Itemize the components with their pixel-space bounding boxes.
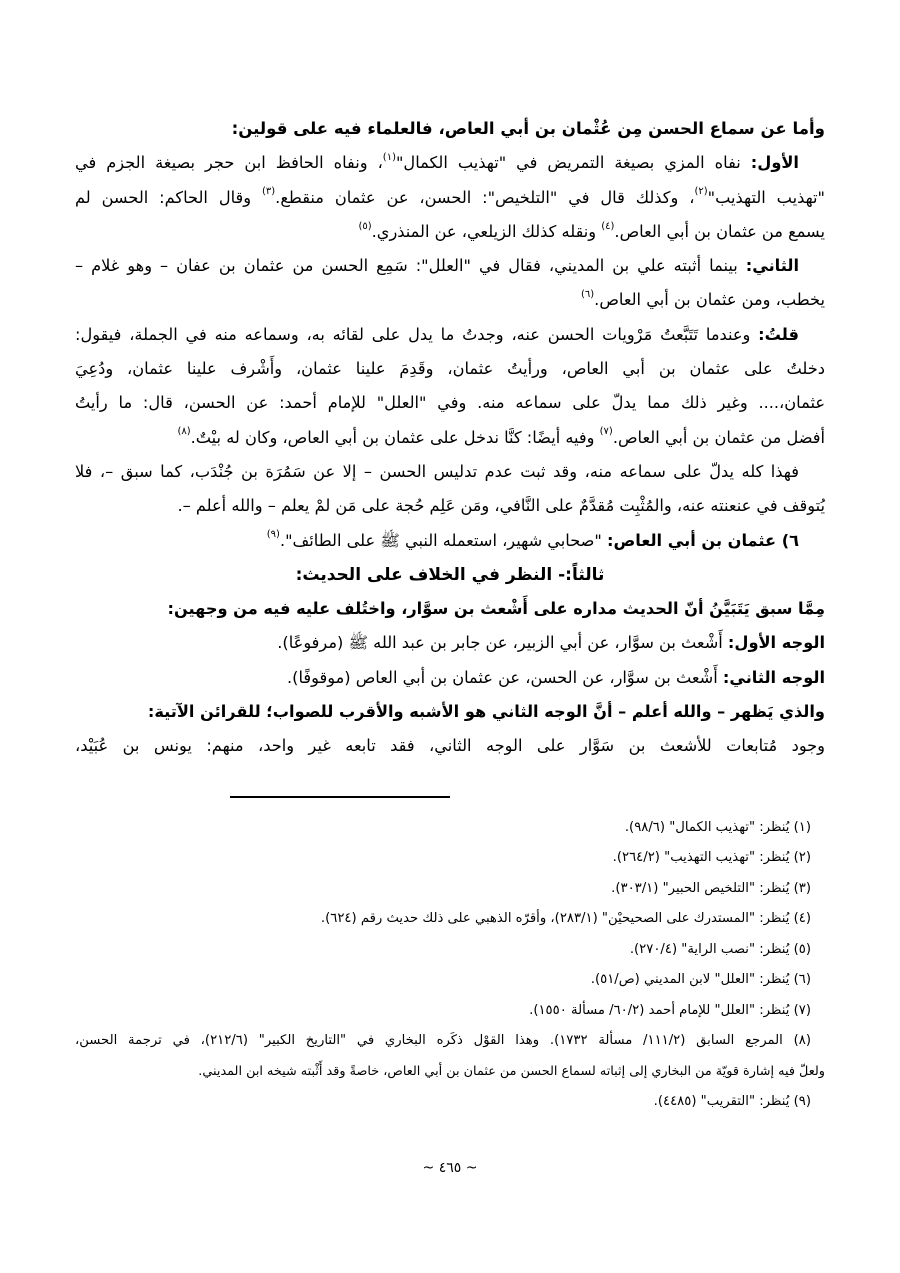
paragraph-qult-line2 <box>75 352 825 386</box>
footnote-3: (٣) يُنظر: "التلخيص الحبير" (٣٠٣/١). <box>611 880 811 896</box>
wajh1-text: أَشْعث بن سوَّار، عن أبي الزبير، عن جابر بن عبد الله ﷺ (مرفوعًا). <box>277 633 728 653</box>
paragraph-second-line1 <box>75 249 825 283</box>
wujud-text: وجود مُتابعات للأشعث بن سَوَّار على الوجه الثاني، فقد تابعه غير واحد، منهم: يونس بن عُبَيْد، <box>75 736 825 756</box>
item6-label: ٦) عثمان بن أبي العاص: <box>607 530 799 550</box>
footnote-ref-5[interactable]: (٥) <box>358 220 372 232</box>
footnote-ref-3[interactable]: (٣) <box>261 186 276 198</box>
footnote-ref-2[interactable]: (٢) <box>694 186 708 198</box>
paragraph-first-line3 <box>75 215 825 249</box>
paragraph-first-line1 <box>75 146 825 180</box>
footnote-6: (٦) يُنظر: "العلل" لابن المديني (ص/٥١). <box>590 972 811 988</box>
paragraph-second-line2 <box>75 283 825 317</box>
footnote-separator <box>75 796 825 798</box>
qult-text-1: وعندما تَتَبَّعتُ مَرْويات الحسن عنه، وجدتُ ما يدل على لقائه به، وسماعه منه في الجملة، فيقول: <box>75 324 759 344</box>
zahir-text: والذي يَظهر – والله أعلم – أنَّ الوجه الثاني هو الأشبه والأقرب للصواب؛ للقرائن الآتية: <box>147 702 825 722</box>
footnote-ref-1[interactable]: (١) <box>382 151 396 163</box>
footnote-8: (٨) المرجع السابق (١١١/٢/ مسألة ١٧٣٢). وهذا القوْل ذكَره البخاري في "التاريخ الكبير" (٢١٢/٦)، في ترجمة الحسن، <box>75 1033 811 1049</box>
footnote-rule <box>230 796 450 798</box>
first-label: الأول: <box>750 153 799 173</box>
footnote-5: (٥) يُنظر: "نصب الراية" (٢٧٠/٤). <box>629 941 811 957</box>
footnote-ref-8[interactable]: (٨) <box>177 426 191 438</box>
qult-text-4b: وفيه أيضًا: كنَّا ندخل على عثمان بن أبي العاص، وكان له بيْتٌ. <box>190 427 600 447</box>
first-text-2a: "تهذيب التهذيب" <box>707 187 825 207</box>
wujud-line <box>75 729 825 763</box>
section-intro-text: مِمَّا سبق يَتَبَيَّنُ أنّ الحديث مداره على أَشْعث بن سوَّار، واختُلف عليه فيه من وجهين: <box>167 599 825 619</box>
footnote-ref-7[interactable]: (٧) <box>599 426 613 438</box>
qult-label: قلتُ: <box>758 324 799 344</box>
footnote-ref-6[interactable]: (٦) <box>580 289 595 301</box>
second-label: الثاني: <box>745 256 799 276</box>
paragraph-qult-line4 <box>75 421 825 455</box>
wajh2-text: أَشْعث بن سوَّار، عن الحسن، عن عثمان بن أبي العاص (موقوفًا). <box>287 667 723 687</box>
footnotes <box>75 813 825 1118</box>
first-text-2b: ، وكذلك قال في "التلخيص": الحسن، عن عثمان منقطع. <box>275 187 695 207</box>
second-text-1: بينما أثبته علي بن المديني، فقال في "العلل": سَمِع الحسن من عثمان بن عفان – وهو غلام – <box>75 256 746 276</box>
first-text-2c: وقال الحاكم: الحسن لم <box>75 187 262 207</box>
footnote-1: (١) يُنظر: "تهذيب الكمال" (٩٨/٦). <box>624 819 811 835</box>
footnote-4: (٤) يُنظر: "المستدرك على الصحيحيْن" (٢٨٣/١)، وأقرّه الذهبي على ذلك حديث رقم (٦٢٤). <box>320 911 811 927</box>
paragraph-qult-line1 <box>75 318 825 352</box>
wajh-1 <box>75 626 825 660</box>
qult-text-4a: أفضل من عثمان بن أبي العاص. <box>612 427 825 447</box>
section-title <box>75 558 825 592</box>
conclusion-text-2: يُتوقف في عنعنته عنه، والمُثْبِت مُقدَّمٌ على النَّافي، ومَن عَلِم حُجة على مَن لمْ يعلم – والله أعلم –. <box>177 496 825 516</box>
paragraph-first-line2 <box>75 181 825 215</box>
section-intro <box>75 592 825 626</box>
wajh1-label: الوجه الأول: <box>727 633 825 653</box>
page-body <box>75 112 825 1118</box>
footnote-8-cont: ولعلّ فيه إشارة قويّة من البخاري إلى إثباته لسماع الحسن من عثمان بن أبي العاص، خاصةً وقد أَثْبته شيخه ابن المديني. <box>198 1063 825 1079</box>
footnote-2: (٢) يُنظر: "تهذيب التهذيب" (٢٦٤/٢). <box>612 850 811 866</box>
item6-text: "صحابي شهير، استعمله النبي ﷺ على الطائف". <box>279 530 608 550</box>
first-text-3b: ونقله كذلك الزيلعي، عن المنذري. <box>371 221 602 241</box>
conclusion-text-1: فهذا كله يدلّ على سماعه منه، وقد ثبت عدم تدليس الحسن – إلا عن سَمُرَة بن جُنْدَب، كما سبق –، فلا <box>75 461 799 481</box>
zahir-line <box>75 695 825 729</box>
footnote-9: (٩) يُنظر: "التقريب" (٤٤٨٥). <box>653 1094 811 1110</box>
first-text-1b: ، ونفاه الحافظ ابن حجر بصيغة الجزم في <box>75 153 383 173</box>
qult-text-3: عثمان،.... وغير ذلك مما يدلّ على سماعه منه. وفي "العلل" للإمام أحمد: عن الحسن، قال: ما رأيتُ <box>75 393 825 413</box>
first-text-3a: يسمع من عثمان بن أبي العاص. <box>614 221 825 241</box>
second-text-2: يخطب، ومن عثمان بن أبي العاص. <box>594 290 825 310</box>
section-title-text: ثالثاً:- النظر في الخلاف على الحديث: <box>295 564 605 585</box>
paragraph-qult-line3 <box>75 386 825 420</box>
heading-text: وأما عن سماع الحسن مِن عُثْمان بن أبي العاص، فالعلماء فيه على قولين: <box>231 119 825 138</box>
wajh-2 <box>75 661 825 695</box>
footnote-ref-9[interactable]: (٩) <box>266 529 280 541</box>
qult-text-2: دخلتُ على عثمان بن أبي العاص، ورأيتُ عثمان، وقَدِمَ علينا عثمان، وأَشْرف علينا عثمان، ودُعِيَ <box>75 359 825 379</box>
paragraph-conclusion-line2 <box>75 489 825 523</box>
paragraph-heading <box>75 112 825 146</box>
first-text-1: نفاه المزي بصيغة التمريض في "تهذيب الكمال" <box>395 153 741 173</box>
footnote-7: (٧) يُنظر: "العلل" للإمام أحمد (٦٠/٢/ مسألة ١٥٥٠). <box>529 1002 811 1018</box>
wajh2-label: الوجه الثاني: <box>722 667 825 687</box>
page-number: ~ ٤٦٥ ~ <box>422 1160 478 1176</box>
item-6 <box>75 524 825 558</box>
paragraph-conclusion-line1 <box>75 455 825 489</box>
footnote-ref-4[interactable]: (٤) <box>601 220 615 232</box>
